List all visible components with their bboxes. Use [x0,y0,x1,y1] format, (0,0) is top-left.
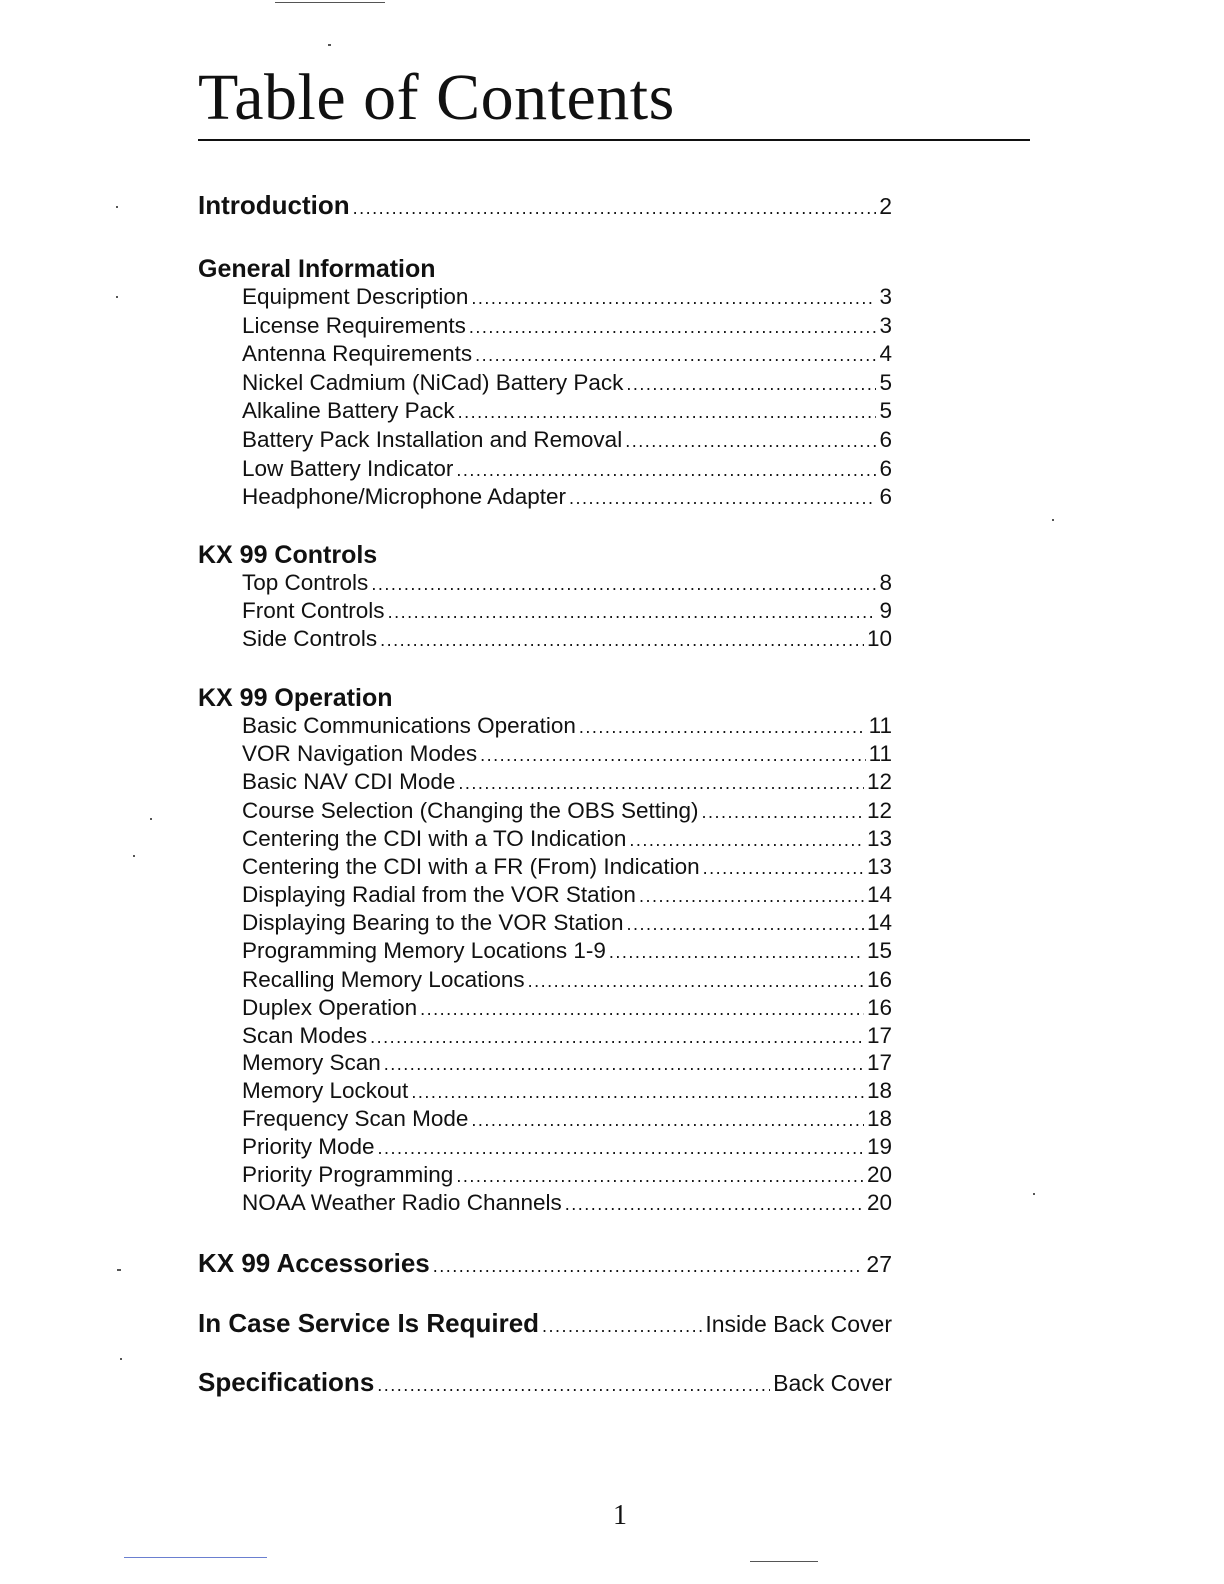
toc-entry-page: 19 [866,1134,892,1159]
dot-leader [629,830,864,851]
dot-leader [528,971,864,992]
scan-artifact [116,296,118,298]
toc-entry[interactable] [242,713,892,741]
dot-leader [480,745,866,766]
toc-entry-page: 12 [866,798,892,823]
toc-entry-label: Centering the CDI with a FR (From) Indication [242,854,700,879]
toc-entry-service[interactable] [198,1308,892,1342]
toc-entry-page: 16 [866,967,892,992]
toc-entry-page: 11 [868,741,892,766]
toc-entry-page: 10 [866,626,892,651]
toc-entry[interactable] [242,769,892,797]
toc-entry-label: Course Selection (Changing the OBS Setting) [242,798,699,823]
toc-entry-label: License Requirements [242,313,466,338]
toc-entry-label: Equipment Description [242,284,469,309]
toc-entry-page: 12 [866,769,892,794]
dot-leader [411,1082,864,1103]
dot-leader [458,402,877,423]
toc-entry-page: 17 [866,1050,892,1075]
toc-entry-page: 13 [866,826,892,851]
scan-artifact [117,1269,121,1271]
toc-entry-page: 6 [879,456,892,481]
title-rule [198,139,1030,141]
toc-entry-label: Displaying Radial from the VOR Station [242,882,636,907]
dot-leader [565,1194,864,1215]
page-title: Table of Contents [198,61,675,134]
toc-entry-label: Scan Modes [242,1023,368,1048]
dot-leader [703,858,864,879]
toc-entry-label: Low Battery Indicator [242,456,454,481]
toc-entry[interactable] [242,1050,892,1078]
toc-entry-page: 3 [879,284,892,309]
toc-entry-label: Basic NAV CDI Mode [242,769,456,794]
toc-entry[interactable] [242,882,892,910]
toc-entry-label: Headphone/Microphone Adapter [242,484,566,509]
toc-entry-page: 20 [866,1190,892,1215]
toc-entry-label: Basic Communications Operation [242,713,576,738]
dot-leader [353,198,877,219]
toc-entry[interactable] [242,598,892,626]
section-heading-general-information: General Information [198,255,436,283]
toc-entry-page: 20 [866,1162,892,1187]
scan-artifact [328,44,331,46]
toc-entry-label: NOAA Weather Radio Channels [242,1190,562,1215]
toc-entry-label: Antenna Requirements [242,341,473,366]
dot-leader [626,914,864,935]
toc-entry-label: Recalling Memory Locations [242,967,525,992]
toc-entry-accessories[interactable] [198,1248,892,1282]
toc-entry[interactable] [242,910,892,938]
toc-entry-label: Programming Memory Locations 1-9 [242,938,606,963]
toc-entry[interactable] [242,456,892,484]
dot-leader [542,1316,702,1337]
toc-entry-page: 4 [879,341,892,366]
toc-entry-page: 13 [866,854,892,879]
dot-leader [377,1375,770,1396]
scan-artifact [116,206,118,208]
toc-entry-label: Frequency Scan Mode [242,1106,469,1131]
dot-leader [639,886,864,907]
dot-leader [469,317,877,338]
dot-leader [471,1110,864,1131]
toc-entry-label: Top Controls [242,570,369,595]
toc-entry[interactable] [242,1023,892,1051]
toc-entry[interactable] [242,398,892,426]
dot-leader [625,431,876,452]
dot-leader [388,602,877,623]
toc-entry[interactable] [242,427,892,455]
toc-entry-label: Introduction [198,190,350,220]
dot-leader [475,345,876,366]
dot-leader [579,717,866,738]
toc-entry[interactable] [242,1190,892,1218]
toc-entry-page: 11 [868,713,892,738]
toc-entry-label: Specifications [198,1367,375,1397]
toc-entry[interactable] [242,370,892,398]
toc-entry[interactable] [242,1134,892,1162]
toc-entry-page: 8 [879,570,892,595]
scan-artifact [120,1358,122,1360]
toc-entry[interactable] [242,798,892,826]
toc-entry-page: 27 [866,1251,892,1277]
toc-entry-page: 14 [866,910,892,935]
toc-entry-page: Inside Back Cover [705,1311,892,1337]
toc-entry-page: 17 [866,1023,892,1048]
toc-entry-label: Memory Lockout [242,1078,409,1103]
dot-leader [378,1138,864,1159]
toc-entry[interactable] [242,1078,892,1106]
toc-entry[interactable] [242,741,892,769]
dot-leader [371,574,876,595]
toc-entry-page: 5 [879,398,892,423]
toc-entry-page: 6 [879,484,892,509]
scan-artifact [750,1561,818,1562]
scan-artifact [150,818,152,820]
scan-artifact [1052,519,1054,521]
toc-entry-page: Back Cover [773,1370,892,1396]
toc-entry[interactable] [242,570,892,598]
page-number: 1 [613,1500,627,1531]
toc-entry-page: 18 [866,1078,892,1103]
dot-leader [458,773,864,794]
toc-entry-page: 18 [866,1106,892,1131]
toc-entry-page: 3 [879,313,892,338]
toc-entry[interactable] [242,938,892,966]
toc-entry-label: Nickel Cadmium (NiCad) Battery Pack [242,370,624,395]
toc-entry-page: 2 [879,193,892,219]
dot-leader [384,1054,864,1075]
toc-entry-label: Centering the CDI with a TO Indication [242,826,627,851]
toc-entry-label: Side Controls [242,626,378,651]
toc-entry-page: 9 [879,598,892,623]
toc-entry-page: 15 [866,938,892,963]
dot-leader [380,630,864,651]
toc-entry[interactable] [242,341,892,369]
toc-entry-label: KX 99 Accessories [198,1248,430,1278]
toc-entry-label: Displaying Bearing to the VOR Station [242,910,624,935]
toc-entry-page: 14 [866,882,892,907]
toc-entry-label: In Case Service Is Required [198,1308,540,1338]
dot-leader [702,802,864,823]
section-heading-controls: KX 99 Controls [198,541,378,569]
toc-entry-label: Battery Pack Installation and Removal [242,427,623,452]
dot-leader [609,942,864,963]
scan-artifact [275,2,385,3]
toc-entry-label: Memory Scan [242,1050,381,1075]
toc-entry[interactable] [242,626,892,654]
dot-leader [471,288,876,309]
toc-entry[interactable] [242,826,892,854]
toc-entry-introduction[interactable] [198,190,892,224]
dot-leader [456,460,876,481]
toc-entry[interactable] [242,1162,892,1190]
toc-entry[interactable] [242,1106,892,1134]
dot-leader [420,999,864,1020]
section-heading-operation: KX 99 Operation [198,684,393,712]
toc-entry[interactable] [242,313,892,341]
dot-leader [433,1256,864,1277]
toc-entry-page: 5 [879,370,892,395]
toc-entry-label: Duplex Operation [242,995,418,1020]
toc-entry-label: VOR Navigation Modes [242,741,478,766]
toc-entry[interactable] [242,484,892,512]
toc-entry[interactable] [242,854,892,882]
dot-leader [456,1166,864,1187]
toc-entry[interactable] [242,284,892,312]
scan-artifact [1033,1193,1035,1195]
dot-leader [370,1027,864,1048]
toc-entry-specifications[interactable] [198,1367,892,1401]
toc-entry-label: Front Controls [242,598,385,623]
toc-entry[interactable] [242,967,892,995]
dot-leader [626,374,876,395]
toc-entry-label: Priority Programming [242,1162,454,1187]
scan-artifact [124,1557,267,1558]
toc-entry-label: Alkaline Battery Pack [242,398,455,423]
toc-entry[interactable] [242,995,892,1023]
toc-entry-page: 6 [879,427,892,452]
scan-artifact [133,855,135,857]
dot-leader [569,488,876,509]
toc-entry-label: Priority Mode [242,1134,375,1159]
toc-entry-page: 16 [866,995,892,1020]
